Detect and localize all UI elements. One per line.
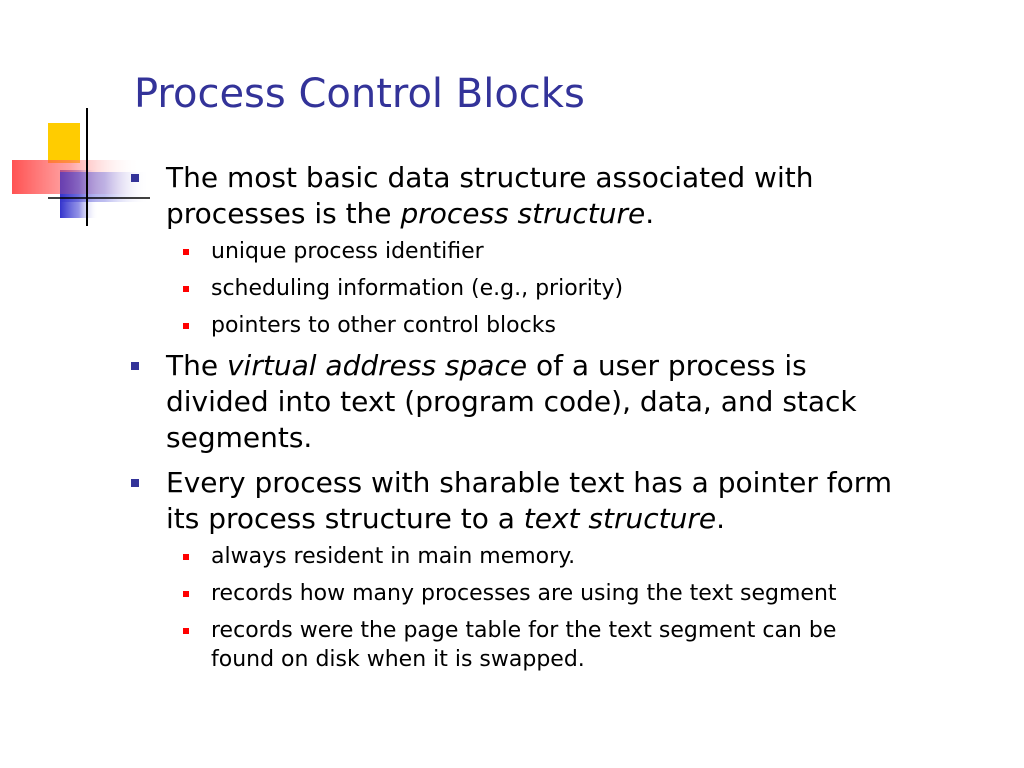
sub-bullet-square-icon xyxy=(183,249,189,255)
sub-bullet-text: scheduling information (e.g., priority) xyxy=(211,276,624,301)
bullet-text: The most basic data structure associated with processes is the process structure. xyxy=(166,161,814,230)
sub-bullet-item xyxy=(130,616,900,674)
bullet-item xyxy=(130,160,900,232)
bullet-square-icon xyxy=(131,479,139,487)
bullet-text: Every process with sharable text has a pointer form its process structure to a text structure. xyxy=(166,466,893,535)
slide-body xyxy=(130,160,900,682)
sub-bullet-item xyxy=(130,274,900,303)
sub-bullet-square-icon xyxy=(183,591,189,597)
deco-yellow-square xyxy=(48,123,80,163)
bullet-square-icon xyxy=(131,174,139,182)
sub-bullet-text: records how many processes are using the text segment xyxy=(211,581,837,606)
sub-bullet-text: records were the page table for the text segment can be found on disk when it is swapped. xyxy=(211,618,837,672)
corner-decoration xyxy=(0,100,150,230)
sub-bullet-list xyxy=(130,542,900,674)
bullet-text: The virtual address space of a user process is divided into text (program code), data, and stack segments. xyxy=(166,349,857,454)
slide-title: Process Control Blocks xyxy=(134,71,585,117)
sub-bullet-square-icon xyxy=(183,628,189,634)
sub-bullet-item xyxy=(130,237,900,266)
bullet-square-icon xyxy=(131,362,139,370)
bullet-item xyxy=(130,348,900,456)
sub-bullet-square-icon xyxy=(183,323,189,329)
sub-bullet-item xyxy=(130,311,900,340)
sub-bullet-item xyxy=(130,542,900,571)
sub-bullet-square-icon xyxy=(183,286,189,292)
sub-bullet-text: unique process identifier xyxy=(211,239,484,264)
bullet-item xyxy=(130,465,900,537)
sub-bullet-text: pointers to other control blocks xyxy=(211,313,556,338)
sub-bullet-item xyxy=(130,579,900,608)
sub-bullet-square-icon xyxy=(183,554,189,560)
sub-bullet-list xyxy=(130,237,900,340)
sub-bullet-text: always resident in main memory. xyxy=(211,544,576,569)
